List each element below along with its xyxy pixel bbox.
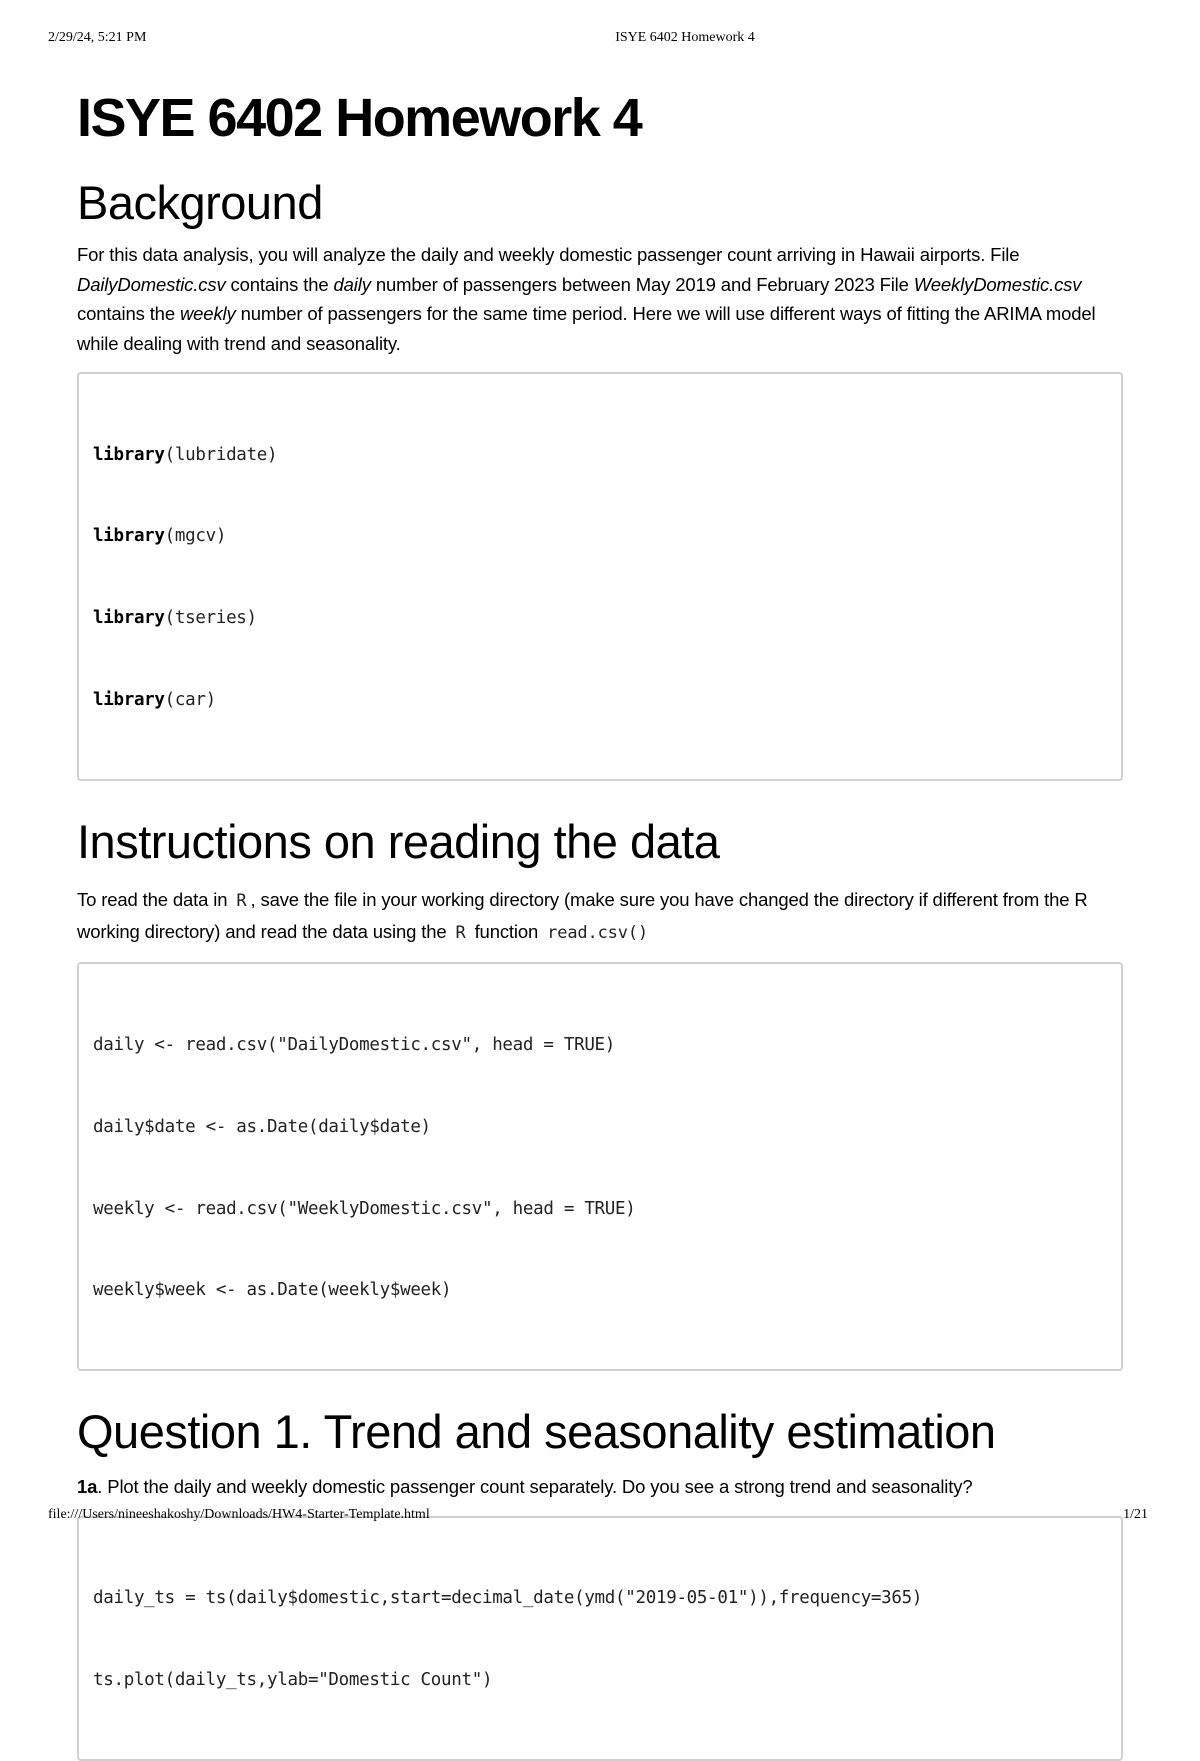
code-block-libraries[interactable] xyxy=(77,372,1123,781)
text-run: , save the file in your working directory (make sure you have changed the directory if different from the R working directory) and read the data using the xyxy=(77,889,1088,942)
code-line: daily <- read.csv("DailyDomestic.csv", head = TRUE) xyxy=(93,1034,616,1055)
code-line: daily$date <- as.Date(daily$date) xyxy=(93,1116,431,1137)
code-line xyxy=(93,442,1107,469)
heading-instructions: Instructions on reading the data xyxy=(77,815,720,869)
print-datetime: 2/29/24, 5:21 PM xyxy=(48,30,147,45)
filename-weekly: WeeklyDomestic.csv xyxy=(913,273,1082,295)
text-run: contains the xyxy=(225,273,334,295)
text-run: For this data analysis, you will analyze the daily and weekly domestic passenger count arriving in Hawaii airports. File xyxy=(77,244,1020,265)
code-keyword: library xyxy=(93,608,165,629)
print-header xyxy=(0,30,1200,48)
code-line xyxy=(93,605,1107,632)
question-label: 1a xyxy=(77,1476,98,1498)
code-keyword: library xyxy=(93,526,165,547)
heading-question-1: Question 1. Trend and seasonality estimation xyxy=(77,1405,996,1459)
question-1a xyxy=(77,1472,1123,1502)
inline-code-read-csv: read.csv() xyxy=(547,922,649,943)
code-keyword: library xyxy=(93,444,165,465)
paragraph-instructions xyxy=(77,885,1123,948)
text-run: function xyxy=(469,920,544,942)
code-args: (mgcv) xyxy=(164,526,227,547)
code-args: (lubridate) xyxy=(164,444,278,465)
text-run: To read the data in xyxy=(77,889,233,911)
inline-code-r: R xyxy=(455,922,466,943)
code-args: (tseries) xyxy=(164,608,257,629)
print-url: file:///Users/nineeshakoshy/Downloads/HW4-Starter-Template.html xyxy=(48,1507,430,1522)
code-line: ts.plot(daily_ts,ylab="Domestic Count") xyxy=(93,1670,493,1691)
code-args: (car) xyxy=(164,690,216,711)
heading-background: Background xyxy=(77,176,323,229)
question-text: . Plot the daily and weekly domestic passenger count separately. Do you see a strong trend and seasonality? xyxy=(97,1476,973,1498)
code-line: weekly <- read.csv("WeeklyDomestic.csv", head = TRUE) xyxy=(93,1198,636,1219)
text-run: number of passengers for the same time period. Here we will use different ways of fitting the ARIMA model while dealing with trend and seasonality. xyxy=(77,303,1096,354)
text-run: number of passengers between May 2019 and February 2023 File xyxy=(370,273,914,295)
print-page-number: 1/21 xyxy=(1123,1507,1148,1522)
code-block-read-data[interactable] xyxy=(77,962,1123,1371)
emphasis-weekly: weekly xyxy=(179,303,236,324)
paragraph-background xyxy=(77,240,1123,358)
page-title: ISYE 6402 Homework 4 xyxy=(77,88,642,148)
inline-code-r: R xyxy=(236,891,247,912)
text-run: contains the xyxy=(77,303,180,324)
code-keyword: library xyxy=(93,690,165,711)
emphasis-daily: daily xyxy=(333,273,371,295)
filename-daily: DailyDomestic.csv xyxy=(77,273,226,295)
code-line xyxy=(93,523,1107,550)
code-line xyxy=(93,687,1107,714)
code-line: weekly$week <- as.Date(weekly$week) xyxy=(93,1280,452,1301)
print-page-title: ISYE 6402 Homework 4 xyxy=(615,30,755,45)
print-footer xyxy=(0,1507,1200,1525)
code-line: daily_ts = ts(daily$domestic,start=decimal_date(ymd("2019-05-01")),frequency=365) xyxy=(93,1588,923,1609)
